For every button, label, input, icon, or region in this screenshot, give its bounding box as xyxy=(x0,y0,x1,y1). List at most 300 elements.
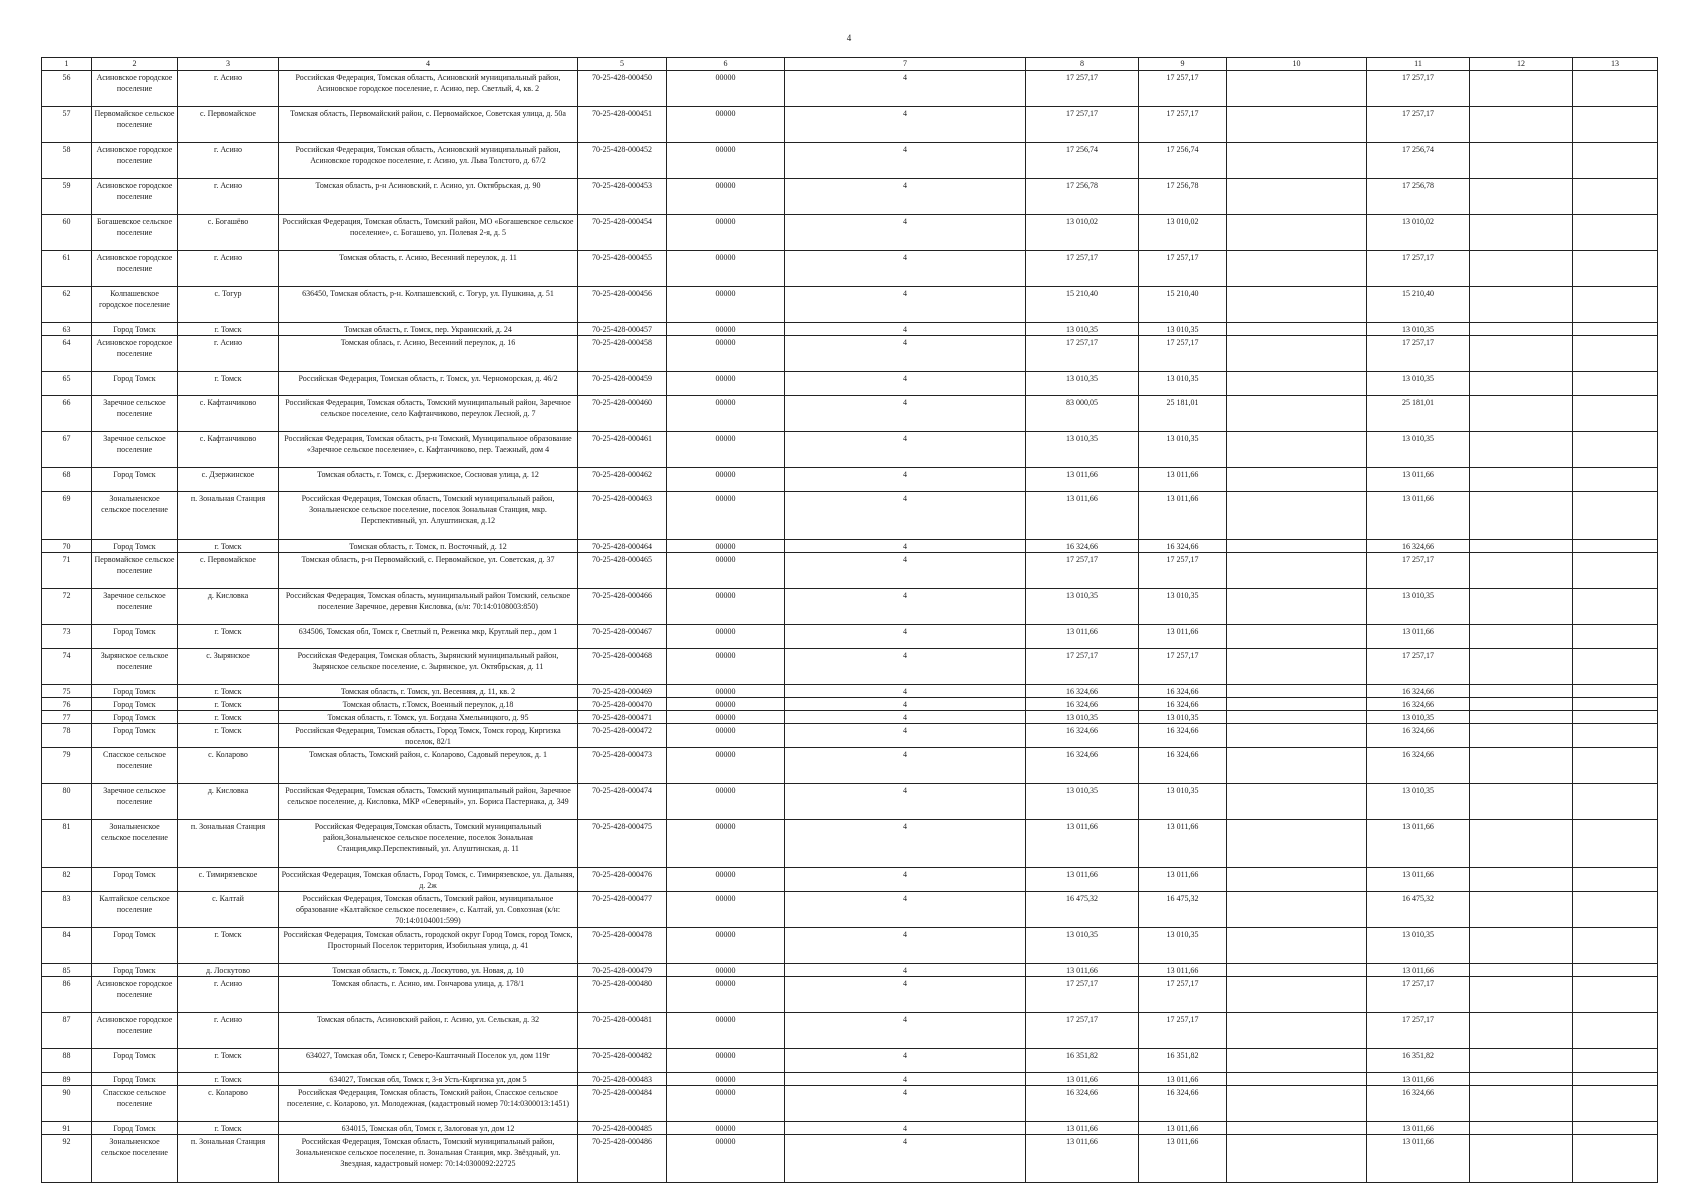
code-cell: 00000 xyxy=(667,143,785,179)
value-col11-cell: 13 011,66 xyxy=(1367,1122,1470,1135)
settlement-cell: Город Томск xyxy=(92,323,178,336)
category-cell: 4 xyxy=(785,553,1026,589)
column-header: 4 xyxy=(279,58,578,71)
register-number-cell: 70-25-428-000455 xyxy=(578,251,667,287)
value-col13-cell xyxy=(1573,589,1658,625)
value-col13-cell xyxy=(1573,396,1658,432)
value-col8-cell: 13 011,66 xyxy=(1026,625,1139,649)
address-cell: Российская Федерация, Томская область, муниципальный район Томский, сельское поселение Заречное, деревня Кисловка, (к/н: 70:14:0108003:850) xyxy=(279,589,578,625)
row-number-cell: 92 xyxy=(42,1135,92,1183)
value-col13-cell xyxy=(1573,540,1658,553)
table-row xyxy=(42,589,1658,625)
table-row xyxy=(42,287,1658,323)
value-col12-cell xyxy=(1470,179,1573,215)
address-cell: Российская Федерация, Томская область, р-н Томский, Муниципальное образование «Заречное сельское поселение», с. Кафтанчиково, пер. Таежный, дом 4 xyxy=(279,432,578,468)
settlement-cell: Спасское сельское поселение xyxy=(92,748,178,784)
value-col9-cell: 13 011,66 xyxy=(1139,1073,1227,1086)
value-col10-cell xyxy=(1227,336,1367,372)
register-number-cell: 70-25-428-000486 xyxy=(578,1135,667,1183)
address-cell: Российская Федерация, Томская область, Томский район, МО «Богашевское сельское поселение», с. Богашево, ул. Полевая 2-я, д. 5 xyxy=(279,215,578,251)
value-col12-cell xyxy=(1470,977,1573,1013)
settlement-cell: Город Томск xyxy=(92,1073,178,1086)
value-col11-cell: 13 011,66 xyxy=(1367,1073,1470,1086)
table-row xyxy=(42,1073,1658,1086)
value-col12-cell xyxy=(1470,724,1573,748)
settlement-cell: Первомайское сельское поселение xyxy=(92,553,178,589)
value-col9-cell: 13 011,66 xyxy=(1139,1122,1227,1135)
value-col13-cell xyxy=(1573,251,1658,287)
value-col8-cell: 17 257,17 xyxy=(1026,977,1139,1013)
value-col9-cell: 17 257,17 xyxy=(1139,1013,1227,1049)
settlement-cell: Город Томск xyxy=(92,468,178,492)
register-number-cell: 70-25-428-000475 xyxy=(578,820,667,868)
table-row xyxy=(42,107,1658,143)
table-row xyxy=(42,1013,1658,1049)
table-row xyxy=(42,964,1658,977)
category-cell: 4 xyxy=(785,698,1026,711)
value-col12-cell xyxy=(1470,784,1573,820)
address-cell: Томская область, г. Томск, п. Восточный, д. 12 xyxy=(279,540,578,553)
code-cell: 00000 xyxy=(667,372,785,396)
register-number-cell: 70-25-428-000467 xyxy=(578,625,667,649)
value-col8-cell: 17 257,17 xyxy=(1026,1013,1139,1049)
value-col11-cell: 16 324,66 xyxy=(1367,724,1470,748)
settlement-cell: Город Томск xyxy=(92,1049,178,1073)
value-col9-cell: 16 324,66 xyxy=(1139,540,1227,553)
table-row xyxy=(42,251,1658,287)
value-col8-cell: 17 257,17 xyxy=(1026,649,1139,685)
register-number-cell: 70-25-428-000476 xyxy=(578,868,667,892)
value-col13-cell xyxy=(1573,685,1658,698)
value-col10-cell xyxy=(1227,698,1367,711)
value-col10-cell xyxy=(1227,468,1367,492)
value-col10-cell xyxy=(1227,71,1367,107)
address-cell: Российская Федерация, Томская область, Томский муниципальный район, Зональненское сельское поселение, п. Зональная Станция, мкр. Звёздный, ул. Звездная, кадастровый номер: 70:14:0300092:22725 xyxy=(279,1135,578,1183)
category-cell: 4 xyxy=(785,1086,1026,1122)
value-col8-cell: 13 011,66 xyxy=(1026,1135,1139,1183)
code-cell: 00000 xyxy=(667,1086,785,1122)
column-header: 1 xyxy=(42,58,92,71)
value-col11-cell: 17 257,17 xyxy=(1367,107,1470,143)
address-cell: 636450, Томская область, р-н. Колпашевский, с. Тогур, ул. Пушкина, д. 51 xyxy=(279,287,578,323)
value-col11-cell: 13 011,66 xyxy=(1367,1135,1470,1183)
row-number-cell: 90 xyxy=(42,1086,92,1122)
locality-cell: г. Томск xyxy=(178,698,279,711)
value-col13-cell xyxy=(1573,711,1658,724)
value-col12-cell xyxy=(1470,1073,1573,1086)
row-number-cell: 82 xyxy=(42,868,92,892)
value-col10-cell xyxy=(1227,107,1367,143)
value-col9-cell: 13 010,35 xyxy=(1139,589,1227,625)
value-col8-cell: 16 324,66 xyxy=(1026,1086,1139,1122)
value-col12-cell xyxy=(1470,868,1573,892)
row-number-cell: 68 xyxy=(42,468,92,492)
register-number-cell: 70-25-428-000460 xyxy=(578,396,667,432)
locality-cell: п. Зональная Станция xyxy=(178,1135,279,1183)
row-number-cell: 72 xyxy=(42,589,92,625)
address-cell: Российская Федерация, Томская область, Томский район, Спасское сельское поселение, с. Коларово, ул. Молодежная, (кадастровый номер 70:14:0300013:1451) xyxy=(279,1086,578,1122)
value-col12-cell xyxy=(1470,1049,1573,1073)
locality-cell: г. Томск xyxy=(178,540,279,553)
row-number-cell: 57 xyxy=(42,107,92,143)
locality-cell: г. Томск xyxy=(178,323,279,336)
value-col11-cell: 17 257,17 xyxy=(1367,1013,1470,1049)
row-number-cell: 67 xyxy=(42,432,92,468)
settlement-cell: Город Томск xyxy=(92,698,178,711)
value-col10-cell xyxy=(1227,323,1367,336)
address-cell: Томская область, г. Томск, ул. Весенняя, д. 11, кв. 2 xyxy=(279,685,578,698)
row-number-cell: 81 xyxy=(42,820,92,868)
category-cell: 4 xyxy=(785,1135,1026,1183)
settlement-cell: Первомайское сельское поселение xyxy=(92,107,178,143)
address-cell: Томская область, г. Томск, пер. Украинский, д. 24 xyxy=(279,323,578,336)
value-col11-cell: 13 011,66 xyxy=(1367,868,1470,892)
value-col11-cell: 17 257,17 xyxy=(1367,649,1470,685)
column-header: 11 xyxy=(1367,58,1470,71)
settlement-cell: Зональненское сельское поселение xyxy=(92,1135,178,1183)
value-col8-cell: 13 011,66 xyxy=(1026,492,1139,540)
settlement-cell: Асиновское городское поселение xyxy=(92,336,178,372)
code-cell: 00000 xyxy=(667,928,785,964)
value-col8-cell: 13 010,35 xyxy=(1026,372,1139,396)
value-col8-cell: 13 011,66 xyxy=(1026,468,1139,492)
settlement-cell: Зональненское сельское поселение xyxy=(92,492,178,540)
value-col12-cell xyxy=(1470,625,1573,649)
settlement-cell: Асиновское городское поселение xyxy=(92,71,178,107)
row-number-cell: 76 xyxy=(42,698,92,711)
locality-cell: п. Зональная Станция xyxy=(178,492,279,540)
table-row xyxy=(42,698,1658,711)
row-number-cell: 66 xyxy=(42,396,92,432)
table-row xyxy=(42,724,1658,748)
value-col8-cell: 16 475,32 xyxy=(1026,892,1139,928)
value-col11-cell: 17 257,17 xyxy=(1367,251,1470,287)
code-cell: 00000 xyxy=(667,748,785,784)
table-row xyxy=(42,323,1658,336)
locality-cell: с. Богашёво xyxy=(178,215,279,251)
row-number-cell: 79 xyxy=(42,748,92,784)
value-col9-cell: 16 324,66 xyxy=(1139,724,1227,748)
value-col10-cell xyxy=(1227,1049,1367,1073)
value-col12-cell xyxy=(1470,143,1573,179)
value-col9-cell: 13 010,35 xyxy=(1139,928,1227,964)
column-header: 8 xyxy=(1026,58,1139,71)
locality-cell: г. Томск xyxy=(178,1049,279,1073)
code-cell: 00000 xyxy=(667,432,785,468)
code-cell: 00000 xyxy=(667,868,785,892)
table-row xyxy=(42,868,1658,892)
value-col8-cell: 16 324,66 xyxy=(1026,685,1139,698)
register-number-cell: 70-25-428-000461 xyxy=(578,432,667,468)
value-col11-cell: 17 256,78 xyxy=(1367,179,1470,215)
value-col8-cell: 83 000,05 xyxy=(1026,396,1139,432)
address-cell: Российская Федерация, Томская область, Асиновский муниципальный район, Асиновское городское поселение, г. Асино, ул. Льва Толстого, д. 67/2 xyxy=(279,143,578,179)
code-cell: 00000 xyxy=(667,711,785,724)
value-col11-cell: 13 010,02 xyxy=(1367,215,1470,251)
locality-cell: г. Томск xyxy=(178,625,279,649)
address-cell: Российская Федерация, Томская область, Томский муниципальный район, Заречное сельское поселение, д. Кисловка, МКР «Северный», ул. Бориса Пастернака, д. 349 xyxy=(279,784,578,820)
table-row xyxy=(42,179,1658,215)
register-number-cell: 70-25-428-000464 xyxy=(578,540,667,553)
address-cell: Томская область, г. Асино, Весенний переулок, д. 11 xyxy=(279,251,578,287)
column-header: 13 xyxy=(1573,58,1658,71)
value-col13-cell xyxy=(1573,107,1658,143)
register-number-cell: 70-25-428-000473 xyxy=(578,748,667,784)
value-col9-cell: 13 011,66 xyxy=(1139,868,1227,892)
value-col12-cell xyxy=(1470,468,1573,492)
value-col8-cell: 13 010,35 xyxy=(1026,432,1139,468)
code-cell: 00000 xyxy=(667,396,785,432)
value-col10-cell xyxy=(1227,215,1367,251)
category-cell: 4 xyxy=(785,748,1026,784)
table-row xyxy=(42,372,1658,396)
register-number-cell: 70-25-428-000482 xyxy=(578,1049,667,1073)
value-col13-cell xyxy=(1573,1122,1658,1135)
column-header: 6 xyxy=(667,58,785,71)
settlement-cell: Богашевское сельское поселение xyxy=(92,215,178,251)
value-col11-cell: 17 257,17 xyxy=(1367,977,1470,1013)
table-row xyxy=(42,1122,1658,1135)
row-number-cell: 73 xyxy=(42,625,92,649)
value-col10-cell xyxy=(1227,540,1367,553)
category-cell: 4 xyxy=(785,784,1026,820)
value-col11-cell: 13 010,35 xyxy=(1367,711,1470,724)
value-col10-cell xyxy=(1227,977,1367,1013)
category-cell: 4 xyxy=(785,336,1026,372)
column-header: 12 xyxy=(1470,58,1573,71)
value-col13-cell xyxy=(1573,748,1658,784)
locality-cell: д. Кисловка xyxy=(178,589,279,625)
value-col12-cell xyxy=(1470,432,1573,468)
locality-cell: с. Первомайское xyxy=(178,553,279,589)
value-col8-cell: 13 011,66 xyxy=(1026,868,1139,892)
value-col10-cell xyxy=(1227,685,1367,698)
register-number-cell: 70-25-428-000458 xyxy=(578,336,667,372)
settlement-cell: Город Томск xyxy=(92,372,178,396)
category-cell: 4 xyxy=(785,492,1026,540)
value-col9-cell: 17 257,17 xyxy=(1139,336,1227,372)
address-cell: Российская Федерация, Томская область, Томский муниципальный район, Зональненское сельское поселение, поселок Зональная Станция, мкр. Перспективный, ул. Алуштинская, д.12 xyxy=(279,492,578,540)
value-col9-cell: 13 010,35 xyxy=(1139,711,1227,724)
category-cell: 4 xyxy=(785,179,1026,215)
value-col12-cell xyxy=(1470,323,1573,336)
value-col12-cell xyxy=(1470,649,1573,685)
value-col11-cell: 13 010,35 xyxy=(1367,432,1470,468)
value-col11-cell: 13 010,35 xyxy=(1367,784,1470,820)
value-col11-cell: 13 010,35 xyxy=(1367,372,1470,396)
value-col10-cell xyxy=(1227,1013,1367,1049)
value-col8-cell: 17 256,74 xyxy=(1026,143,1139,179)
code-cell: 00000 xyxy=(667,287,785,323)
value-col9-cell: 17 257,17 xyxy=(1139,553,1227,589)
locality-cell: с. Тимирязевское xyxy=(178,868,279,892)
value-col8-cell: 13 010,35 xyxy=(1026,323,1139,336)
code-cell: 00000 xyxy=(667,553,785,589)
register-number-cell: 70-25-428-000459 xyxy=(578,372,667,396)
value-col10-cell xyxy=(1227,724,1367,748)
value-col12-cell xyxy=(1470,107,1573,143)
category-cell: 4 xyxy=(785,1122,1026,1135)
settlement-cell: Заречное сельское поселение xyxy=(92,432,178,468)
code-cell: 00000 xyxy=(667,107,785,143)
value-col8-cell: 13 010,35 xyxy=(1026,711,1139,724)
value-col11-cell: 17 257,17 xyxy=(1367,553,1470,589)
locality-cell: г. Томск xyxy=(178,1073,279,1086)
value-col13-cell xyxy=(1573,143,1658,179)
register-number-cell: 70-25-428-000468 xyxy=(578,649,667,685)
row-number-cell: 88 xyxy=(42,1049,92,1073)
category-cell: 4 xyxy=(785,396,1026,432)
row-number-cell: 75 xyxy=(42,685,92,698)
code-cell: 00000 xyxy=(667,179,785,215)
code-cell: 00000 xyxy=(667,336,785,372)
value-col10-cell xyxy=(1227,251,1367,287)
code-cell: 00000 xyxy=(667,1122,785,1135)
code-cell: 00000 xyxy=(667,724,785,748)
value-col10-cell xyxy=(1227,553,1367,589)
address-cell: 634015, Томская обл, Томск г, Залоговая ул, дом 12 xyxy=(279,1122,578,1135)
settlement-cell: Город Томск xyxy=(92,685,178,698)
value-col11-cell: 17 257,17 xyxy=(1367,336,1470,372)
locality-cell: г. Томск xyxy=(178,711,279,724)
settlement-cell: Асиновское городское поселение xyxy=(92,251,178,287)
register-number-cell: 70-25-428-000463 xyxy=(578,492,667,540)
register-number-cell: 70-25-428-000485 xyxy=(578,1122,667,1135)
value-col9-cell: 16 324,66 xyxy=(1139,698,1227,711)
value-col8-cell: 17 257,17 xyxy=(1026,251,1139,287)
code-cell: 00000 xyxy=(667,540,785,553)
value-col9-cell: 16 324,66 xyxy=(1139,1086,1227,1122)
value-col12-cell xyxy=(1470,589,1573,625)
value-col11-cell: 16 351,82 xyxy=(1367,1049,1470,1073)
value-col12-cell xyxy=(1470,892,1573,928)
value-col9-cell: 13 010,35 xyxy=(1139,784,1227,820)
value-col9-cell: 13 010,35 xyxy=(1139,323,1227,336)
value-col11-cell: 16 324,66 xyxy=(1367,540,1470,553)
register-number-cell: 70-25-428-000469 xyxy=(578,685,667,698)
value-col10-cell xyxy=(1227,711,1367,724)
settlement-cell: Город Томск xyxy=(92,928,178,964)
category-cell: 4 xyxy=(785,71,1026,107)
value-col8-cell: 15 210,40 xyxy=(1026,287,1139,323)
value-col13-cell xyxy=(1573,336,1658,372)
value-col8-cell: 13 011,66 xyxy=(1026,820,1139,868)
value-col8-cell: 17 256,78 xyxy=(1026,179,1139,215)
column-header: 7 xyxy=(785,58,1026,71)
address-cell: 634027, Томская обл, Томск г, Северо-Каштачный Поселок ул, дом 119г xyxy=(279,1049,578,1073)
code-cell: 00000 xyxy=(667,784,785,820)
column-header: 10 xyxy=(1227,58,1367,71)
value-col8-cell: 13 010,02 xyxy=(1026,215,1139,251)
value-col10-cell xyxy=(1227,1073,1367,1086)
value-col10-cell xyxy=(1227,432,1367,468)
register-number-cell: 70-25-428-000477 xyxy=(578,892,667,928)
value-col8-cell: 13 011,66 xyxy=(1026,1073,1139,1086)
address-cell: Российская Федерация, Томская область, Зырянский муниципальный район, Зырянское сельское поселение, с. Зырянское, ул. Октябрьская, д. 11 xyxy=(279,649,578,685)
column-header: 3 xyxy=(178,58,279,71)
row-number-cell: 60 xyxy=(42,215,92,251)
locality-cell: с. Первомайское xyxy=(178,107,279,143)
value-col9-cell: 16 324,66 xyxy=(1139,685,1227,698)
register-number-cell: 70-25-428-000465 xyxy=(578,553,667,589)
category-cell: 4 xyxy=(785,1013,1026,1049)
category-cell: 4 xyxy=(785,143,1026,179)
row-number-cell: 77 xyxy=(42,711,92,724)
row-number-cell: 61 xyxy=(42,251,92,287)
value-col13-cell xyxy=(1573,1135,1658,1183)
row-number-cell: 80 xyxy=(42,784,92,820)
category-cell: 4 xyxy=(785,625,1026,649)
value-col13-cell xyxy=(1573,1013,1658,1049)
table-row xyxy=(42,336,1658,372)
value-col11-cell: 25 181,01 xyxy=(1367,396,1470,432)
value-col12-cell xyxy=(1470,964,1573,977)
table-row xyxy=(42,1135,1658,1183)
category-cell: 4 xyxy=(785,649,1026,685)
address-cell: Российская Федерация, Томская область, г. Томск, ул. Черноморская, д. 46/2 xyxy=(279,372,578,396)
value-col9-cell: 17 257,17 xyxy=(1139,71,1227,107)
register-number-cell: 70-25-428-000480 xyxy=(578,977,667,1013)
value-col12-cell xyxy=(1470,287,1573,323)
code-cell: 00000 xyxy=(667,323,785,336)
value-col10-cell xyxy=(1227,868,1367,892)
address-cell: Томская область, Томский район, с. Коларово, Садовый переулок, д. 1 xyxy=(279,748,578,784)
value-col9-cell: 13 011,66 xyxy=(1139,1135,1227,1183)
locality-cell: с. Зырянское xyxy=(178,649,279,685)
value-col11-cell: 13 010,35 xyxy=(1367,589,1470,625)
settlement-cell: Зырянское сельское поселение xyxy=(92,649,178,685)
settlement-cell: Город Томск xyxy=(92,868,178,892)
value-col8-cell: 16 324,66 xyxy=(1026,540,1139,553)
category-cell: 4 xyxy=(785,287,1026,323)
value-col11-cell: 16 324,66 xyxy=(1367,698,1470,711)
code-cell: 00000 xyxy=(667,698,785,711)
address-cell: Томская область, г. Томск, д. Лоскутово, ул. Новая, д. 10 xyxy=(279,964,578,977)
row-number-cell: 65 xyxy=(42,372,92,396)
value-col11-cell: 13 011,66 xyxy=(1367,820,1470,868)
value-col13-cell xyxy=(1573,868,1658,892)
header-row xyxy=(42,58,1658,71)
value-col9-cell: 13 010,35 xyxy=(1139,372,1227,396)
address-cell: Российская Федерация, Томская область, Асиновский муниципальный район, Асиновское городское поселение, г. Асино, пер. Светлый, 4, кв. 2 xyxy=(279,71,578,107)
value-col10-cell xyxy=(1227,892,1367,928)
table-row xyxy=(42,432,1658,468)
value-col10-cell xyxy=(1227,625,1367,649)
value-col8-cell: 16 351,82 xyxy=(1026,1049,1139,1073)
locality-cell: г. Асино xyxy=(178,143,279,179)
value-col8-cell: 17 257,17 xyxy=(1026,553,1139,589)
register-number-cell: 70-25-428-000471 xyxy=(578,711,667,724)
locality-cell: с. Дзержинское xyxy=(178,468,279,492)
category-cell: 4 xyxy=(785,215,1026,251)
value-col11-cell: 13 011,66 xyxy=(1367,468,1470,492)
table-row xyxy=(42,468,1658,492)
locality-cell: с. Кафтанчиково xyxy=(178,432,279,468)
value-col10-cell xyxy=(1227,784,1367,820)
register-number-cell: 70-25-428-000466 xyxy=(578,589,667,625)
value-col11-cell: 15 210,40 xyxy=(1367,287,1470,323)
settlement-cell: Заречное сельское поселение xyxy=(92,396,178,432)
value-col10-cell xyxy=(1227,928,1367,964)
value-col12-cell xyxy=(1470,748,1573,784)
category-cell: 4 xyxy=(785,540,1026,553)
locality-cell: д. Кисловка xyxy=(178,784,279,820)
address-cell: Российская Федерация, Томская область, Город Томск, Томск город, Киргизка поселок, 82/1 xyxy=(279,724,578,748)
register-number-cell: 70-25-428-000462 xyxy=(578,468,667,492)
category-cell: 4 xyxy=(785,1049,1026,1073)
value-col11-cell: 13 011,66 xyxy=(1367,492,1470,540)
value-col12-cell xyxy=(1470,928,1573,964)
